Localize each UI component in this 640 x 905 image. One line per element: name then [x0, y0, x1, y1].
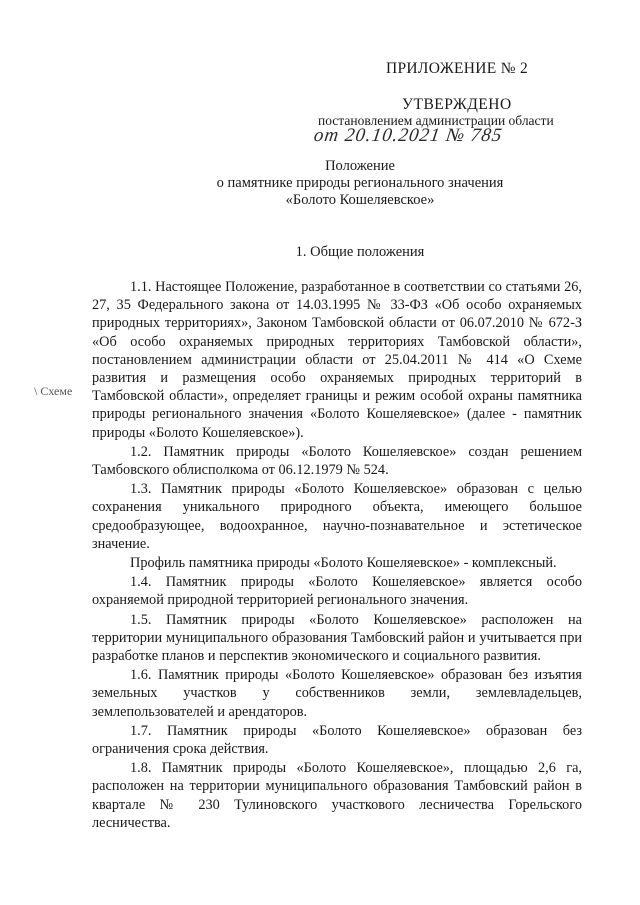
document-object-name: «Болото Кошеляевское»: [285, 192, 435, 208]
appendix-label: ПРИЛОЖЕНИЕ № 2: [386, 60, 529, 77]
paragraph-profile: Профиль памятника природы «Болото Кошеляевское» - комплексный.: [130, 555, 557, 572]
document-body: [92, 278, 582, 832]
section-heading: 1. Общие положения: [295, 244, 425, 260]
paragraph-1-5: 1.5. Памятник природы «Болото Кошеляевское» расположен на территории муниципального образования Тамбовский район и учитывается при разработке планов и перспектив экономического и социального развития.: [92, 611, 582, 665]
paragraph-1-1: 1.1. Настоящее Положение, разработанное в соответствии со статьями 26, 27, 35 Федерального закона от 14.03.1995 № 33-ФЗ «Об особо охраняемых природных территориях», Законом Тамбовской области от 06.07.2010 № 672-З «Об особо охраняемых природных территориях Тамбовской области», постановлением администрации области от 25.04.2011 № 414 «О Схеме развития и размещения особо охраняемых природных территорий в Тамбовской области», определяет границы и режим особой охраны памятника природы регионального значения «Болото Кошеляевское» (далее - памятник природы «Болото Кошеляевское»).: [92, 279, 582, 441]
approved-label: УТВЕРЖДЕНО: [402, 96, 512, 113]
paragraph-1-4: 1.4. Памятник природы «Болото Кошеляевское» является особо охраняемой природной территорией регионального значения.: [92, 574, 582, 609]
paragraph-1-8: 1.8. Памятник природы «Болото Кошеляевское», площадью 2,6 га, расположен на территории муниципального образования Тамбовский район в квартале № 230 Тулиновского участкового лесничества Горельского лесничества.: [92, 760, 582, 831]
decree-line: постановлением администрации области: [318, 113, 554, 128]
paragraph-1-3: 1.3. Памятник природы «Болото Кошеляевское» образован с целью сохранения уникального природного объекта, имеющего большое средообразующее, водоохранное, научно-познавательное и эстетическое значение.: [92, 481, 582, 552]
margin-mark: \ Схеме: [34, 384, 73, 398]
document-title: Положение: [325, 158, 395, 174]
paragraph-1-2: 1.2. Памятник природы «Болото Кошеляевское» создан решением Тамбовского облисполкома от 06.12.1979 № 524.: [92, 443, 582, 479]
paragraph-1-6: 1.6. Памятник природы «Болото Кошеляевское» образован без изъятия земельных участков у собственников земли, землевладельцев, землепользователей и арендаторов.: [92, 667, 582, 720]
document-subtitle: о памятнике природы регионального значения: [216, 175, 504, 191]
paragraph-1-7: 1.7. Памятник природы «Болото Кошеляевское» образован без ограничения срока действия.: [92, 722, 582, 758]
handwritten-date-number: от 20.10.2021 № 785: [312, 125, 504, 146]
